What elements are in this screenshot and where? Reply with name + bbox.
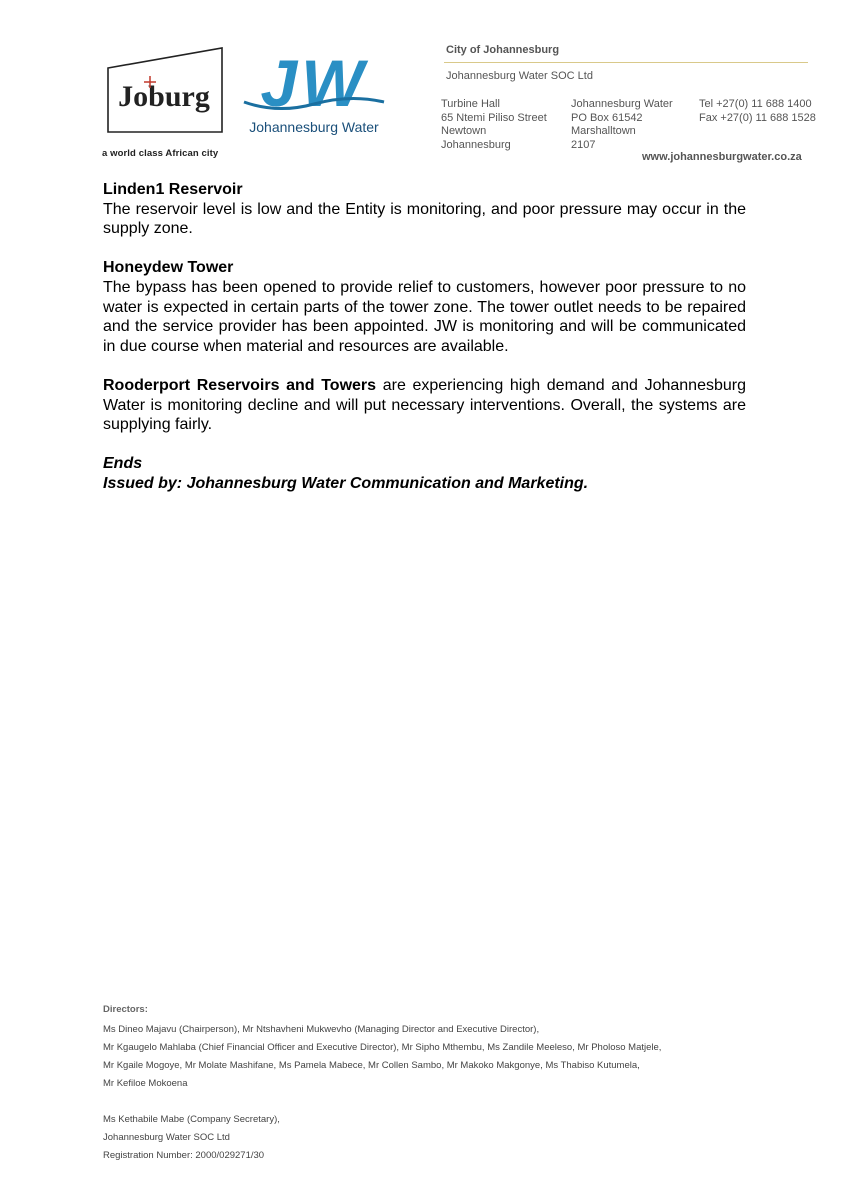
website-link[interactable]: www.johannesburgwater.co.za bbox=[642, 151, 802, 163]
registration-number: Registration Number: 2000/029271/30 bbox=[103, 1150, 265, 1161]
issued-by: Issued by: Johannesburg Water Communication and Marketing. bbox=[103, 474, 589, 492]
telephone: Tel +27(0) 11 688 1400 bbox=[699, 98, 812, 110]
joburg-logo bbox=[106, 46, 224, 134]
address-line: PO Box 61542 bbox=[571, 111, 643, 124]
address-line: Johannesburg bbox=[441, 138, 511, 151]
city-title: City of Johannesburg bbox=[446, 44, 560, 56]
contact-numbers bbox=[699, 98, 816, 125]
honeydew-section bbox=[103, 258, 746, 356]
address-line: Newtown bbox=[441, 125, 487, 137]
physical-address bbox=[441, 98, 547, 152]
rooderport-section bbox=[103, 376, 746, 435]
section-paragraph bbox=[103, 376, 746, 435]
directors-line: Ms Dineo Majavu (Chairperson), Mr Ntshavheni Mukwevho (Managing Director and Executive Director), bbox=[103, 1024, 540, 1035]
section-text: The bypass has been opened to provide relief to customers, however poor pressure to no water is expected in certain parts of the tower zone. The tower outlet needs to be repaired and the service provider has been appointed. JW is monitoring and will be communicated in due course when material and resources are available. bbox=[103, 278, 746, 355]
section-text: The reservoir level is low and the Entity is monitoring, and poor pressure may occur in the supply zone. bbox=[103, 200, 746, 238]
directors-line: Mr Kgaile Mogoye, Mr Molate Mashifane, Ms Pamela Mabece, Mr Collen Sambo, Mr Makoko Makgonye, Ms Thabiso Kutumela, bbox=[103, 1060, 640, 1071]
company-secretary: Ms Kethabile Mabe (Company Secretary), bbox=[103, 1114, 280, 1125]
jw-name: Johannesburg Water bbox=[249, 119, 379, 135]
header-divider bbox=[444, 62, 808, 63]
joburg-wordmark: Joburg bbox=[118, 80, 210, 113]
footer bbox=[103, 1004, 743, 1165]
jw-monogram: JW bbox=[260, 46, 368, 120]
directors-line: Mr Kgaugelo Mahlaba (Chief Financial Officer and Executive Director), Mr Sipho Mthembu, Ms Zandile Meeleso, Mr Pholoso Matjele, bbox=[103, 1042, 662, 1053]
address-line: Johannesburg Water bbox=[571, 98, 673, 110]
address-line: Turbine Hall bbox=[441, 98, 500, 110]
address-line: 65 Ntemi Piliso Street bbox=[441, 111, 547, 124]
linden-section bbox=[103, 180, 746, 239]
section-heading: Honeydew Tower bbox=[103, 259, 234, 277]
postal-address bbox=[571, 98, 673, 152]
johannesburg-water-logo bbox=[238, 44, 390, 136]
section-text: are experiencing high demand and Johannesburg Water is monitoring decline and will put necessary interventions. Overall, the systems are supplying fairly. bbox=[103, 376, 747, 434]
document-body bbox=[103, 180, 746, 494]
directors-label: Directors: bbox=[103, 1004, 148, 1015]
ends-marker: Ends bbox=[103, 455, 143, 473]
section-heading: Linden1 Reservoir bbox=[103, 181, 243, 198]
section-heading: Rooderport Reservoirs and Towers bbox=[103, 376, 377, 394]
address-line: 2107 bbox=[571, 138, 596, 151]
joburg-tagline: a world class African city bbox=[102, 148, 219, 159]
address-line: Marshalltown bbox=[571, 125, 636, 137]
fax: Fax +27(0) 11 688 1528 bbox=[699, 111, 816, 124]
company-details bbox=[103, 1111, 743, 1165]
footer-company-name: Johannesburg Water SOC Ltd bbox=[103, 1132, 230, 1143]
company-name: Johannesburg Water SOC Ltd bbox=[446, 70, 593, 82]
directors-line: Mr Kefiloe Mokoena bbox=[103, 1078, 188, 1089]
